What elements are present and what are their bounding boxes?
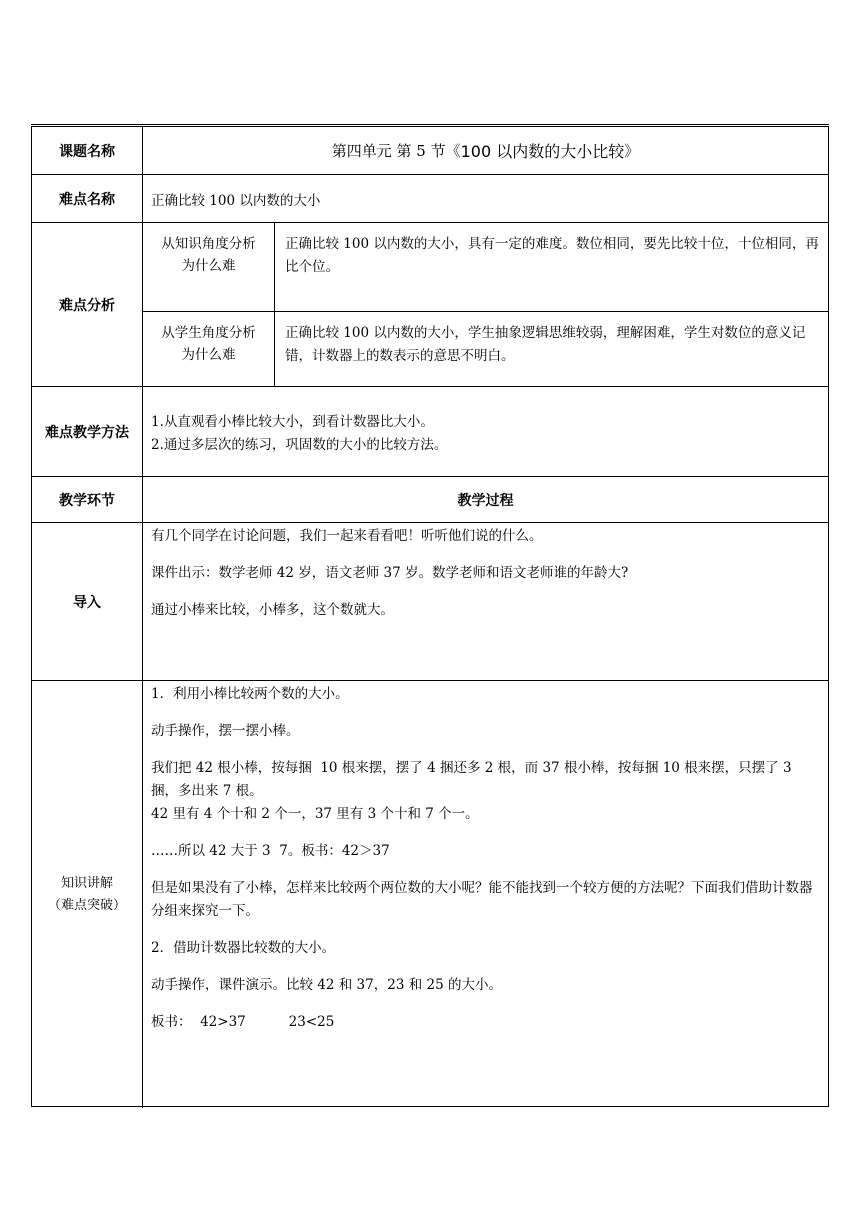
lesson-table: [31, 126, 829, 1107]
knowledge-angle-row: [143, 223, 828, 311]
title-label: 课题名称: [32, 127, 143, 174]
difficulty-name-row: [32, 174, 828, 222]
student-angle-label-line2: 为什么难: [181, 347, 236, 363]
title-row: [32, 127, 828, 174]
difficulty-name-label: 难点名称: [32, 175, 143, 222]
knowledge-paragraph: 42 里有 4 个十和 2 个一，37 里有 3 个十和 7 个一。: [151, 806, 479, 822]
student-angle-label-line1: 从学生角度分析: [161, 325, 256, 341]
knowledge-paragraph: 动手操作，课件演示。比较 42 和 37，23 和 25 的大小。: [151, 977, 502, 993]
knowledge-content: [143, 681, 828, 1108]
difficulty-analysis-row: [32, 222, 828, 386]
method-row: [32, 386, 828, 476]
knowledge-angle-label-line1: 从知识角度分析: [161, 236, 256, 252]
title-suffix: 》: [624, 142, 640, 160]
student-angle-value: 正确比较 100 以内数的大小，学生抽象逻辑思维较弱，理解困难，学生对数位的意义记错，计数器上的数表示的意思不明白。: [285, 325, 806, 364]
student-angle-row: [143, 311, 828, 387]
teaching-process-header: 教学过程: [457, 492, 514, 509]
intro-content: [143, 523, 828, 680]
intro-row: [32, 522, 828, 680]
difficulty-analysis-label: 难点分析: [32, 223, 143, 386]
intro-label: 导入: [32, 523, 143, 680]
table-top-rule: [31, 124, 829, 125]
knowledge-paragraph: 2．借助计数器比较数的大小。: [151, 940, 336, 956]
knowledge-label-line1: 知识讲解: [60, 875, 113, 891]
difficulty-name-value: 正确比较 100 以内数的大小: [151, 192, 321, 209]
knowledge-row: [32, 680, 828, 1108]
intro-paragraph: 通过小棒来比较，小棒多，这个数就大。: [151, 602, 394, 618]
intro-paragraph: 有几个同学在讨论问题，我们一起来看看吧！听听他们说的什么。: [151, 528, 543, 544]
title-value: [143, 127, 828, 174]
knowledge-angle-label: [143, 223, 275, 311]
method-line-2: 2.通过多层次的练习，巩固数的大小的比较方法。: [151, 437, 448, 453]
intro-paragraph: 课件出示：数学老师 42 岁，语文老师 37 岁。数学老师和语文老师谁的年龄大?: [151, 565, 629, 581]
knowledge-label-line2: （难点突破）: [47, 897, 126, 913]
knowledge-paragraph: 动手操作，摆一摆小棒。: [151, 723, 300, 739]
student-angle-label: [143, 312, 275, 387]
title-prefix: 第四单元 第 5 节《: [331, 142, 461, 160]
knowledge-paragraph: 但是如果没有了小棒，怎样来比较两个两位数的大小呢？能不能找到一个较方便的方法呢？下面我们借助计数器分组来探究一下。: [151, 880, 813, 919]
knowledge-label: [32, 681, 143, 1108]
process-header-row: [32, 476, 828, 522]
knowledge-paragraph: 1．利用小棒比较两个数的大小。: [151, 686, 349, 702]
method-label: 难点教学方法: [32, 387, 143, 476]
knowledge-angle-label-line2: 为什么难: [181, 258, 236, 274]
knowledge-paragraph: 板书： 42>37 23<25: [151, 1014, 335, 1030]
teaching-stage-header: 教学环节: [32, 477, 143, 522]
title-main: 100 以内数的大小比较: [460, 142, 625, 161]
knowledge-paragraph: ……所以 42 大于 3 7。板书：42＞37: [151, 843, 390, 859]
knowledge-angle-value: 正确比较 100 以内数的大小，具有一定的难度。数位相同，要先比较十位，十位相同，再比个位。: [285, 236, 819, 275]
method-value: [143, 387, 828, 476]
method-line-1: 1.从直观看小棒比较大小，到看计数器比大小。: [151, 414, 434, 430]
knowledge-paragraph: 我们把 42 根小棒，按每捆 10 根来摆，摆了 4 捆还多 2 根，而 37 根小棒，按每捆 10 根来摆，只摆了 3 捆，多出来 7 根。: [151, 760, 796, 799]
